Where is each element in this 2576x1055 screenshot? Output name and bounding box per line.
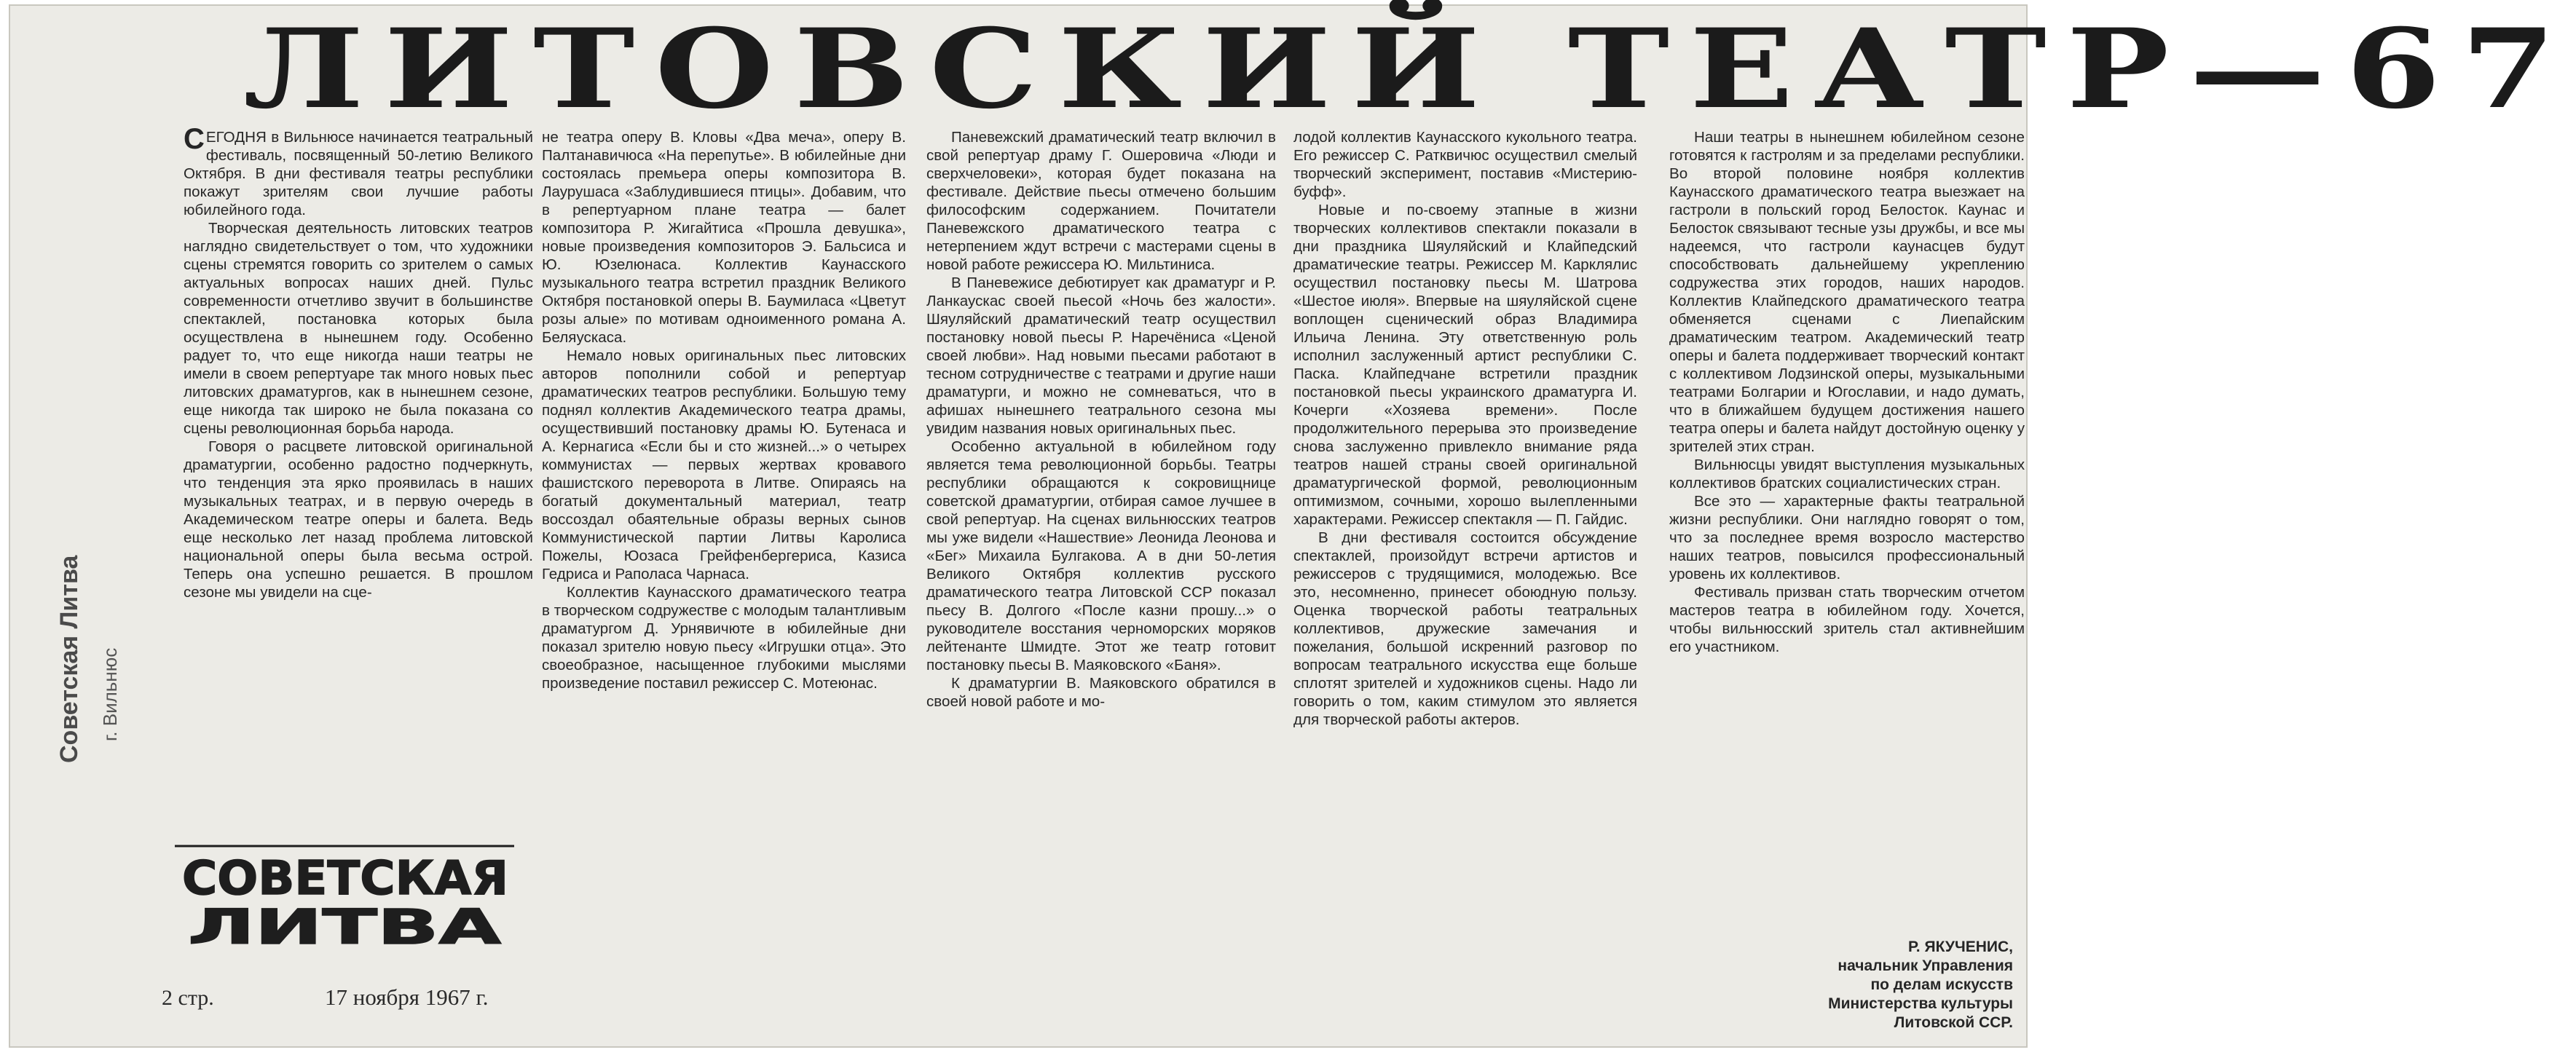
author-title-line: по делам искусств (1870, 976, 2013, 993)
author-signature (1707, 938, 2013, 1032)
page-number: 2 стр. (162, 986, 214, 1010)
paragraph: лодой коллектив Каунасского кукольного театра. Его режиссер С. Ратквичюс осуществил смелый творческий эксперимент, поставив «Мистерию-буфф». (1293, 129, 1637, 200)
paragraph: Фестиваль призван стать творческим отчетом мастеров театра в юбилейном году. Хочется, чтобы вильнюсский зритель стал активнейшим его участником. (1669, 584, 2025, 655)
article-column-4 (1293, 128, 1637, 1020)
newspaper-logo (172, 843, 520, 955)
author-title-line: Министерства культуры (1828, 995, 2013, 1012)
article-column-5 (1669, 128, 2025, 900)
paragraph: Наши театры в нынешнем юбилейном сезоне готовятся к гастролям и за пределами республики. Во второй половине ноября коллектив Каунасского драматического театра выезжает на гастроли в польский город Белосток. Каунас и Белосток связывают тесные узы дружбы, и все мы надеемся, что гастроли каунасцев будут способствовать дальнейшему укреплению содружества этих городов, наших народов. Коллектив Клайпедского драматического театра обменяется сценами с Лиепайским драматическим театром. Академический театр оперы и балета поддерживает творческий контакт с коллективом Лодзинской оперы, музыкальными театрами Болгарии и Югославии, и надо думать, что в ближайшем будущем достижения нашего театра оперы и балета найдут достойную оценку у зрителей этих стран. (1669, 129, 2025, 455)
drop-cap: С (184, 123, 205, 155)
newspaper-clipping (9, 4, 2576, 1048)
headline: ЛИТОВСКИЙ ТЕАТР—67 (243, 5, 2576, 133)
paragraph: В Паневежисе дебютирует как драматург и Р. Ланкаускас своей пьесой «Ночь без жалости». Шяуляйский драматический театр осуществил постановку новой пьесы Р. Наречёниса «Ценой своей любви». Над новыми пьесами работают в тесном сотрудничестве с театрами и другие наши драматурги, и можно не сомневаться, что в афишах нынешнего театрального сезона мы увидим названия новых оригинальных пьес. (926, 274, 1276, 437)
paragraph: не театра оперу В. Кловы «Два меча», оперу В. Палтанавичюса «На перепутье». В юбилейные дни состоялась премьера оперы композитора В. Лаурушаса «Заблудившиеся птицы». Добавим, что в репертуарном плане театра — балет композитора Р. Жигайтиса «Прошла девушка», новые произведения композиторов Э. Бальсиса и Ю. Юзелюнаса. Коллектив Каунасского музыкального театра встретил праздник Великого Октября постановкой оперы В. Баумиласа «Цветут розы алые» по мотивам одноименного романа А. Беляускаса. (542, 129, 906, 346)
paragraph: Коллектив Каунасского драматического театра в творческом содружестве с молодым талантливым драматургом Д. Урнявичюте в юбилейные дни показал зрителю новую пьесу «Игрушки отца». Это своеобразное, насыщенное глубокими мыслями произведение поставил режиссер С. Мотеюнас. (542, 584, 906, 692)
source-newspaper: Советская Литва (55, 555, 83, 763)
paragraph: Говоря о расцвете литовской оригинальной драматургии, особенно радостно подчеркнуть, что тенденция эта ярко проявилась в наших музыкальных театрах, и в первую очередь в Академическом театре оперы и балета. Ведь еще несколько лет назад проблема литовской национальной оперы была весьма острой. Теперь она успешно решается. В прошлом сезоне мы увидели на сце- (184, 438, 533, 601)
paragraph: Немало новых оригинальных пьес литовских авторов пополнили собой и репертуар драматических театров республики. Большую тему поднял коллектив Академического театра драмы, осуществивший постановку драмы Ю. Бутенаса и А. Кернагиса «Если бы и сто жизней...» о четырех коммунистах — первых жертвах кровавого фашистского переворота в Литве. Опираясь на богатый документальный материал, театр воссоздал обаятельные образы верных сынов Коммунистической партии Литвы Каролиса Пожелы, Юозаса Грейфенбергериса, Казиса Гедриса и Раполаса Чарнаса. (542, 347, 906, 582)
logo-line-1: СОВЕТСКАЯ (182, 852, 508, 906)
issue-date: 17 ноября 1967 г. (325, 984, 489, 1010)
article-column-1 (184, 123, 533, 827)
paragraph (184, 123, 533, 219)
paragraph: Новые и по-своему этапные в жизни творческих коллективов спектакли показали в дни праздника Шяуляйский и Клайпедский драматические театры. Режиссер М. Карклялис осуществил постановку пьесы М. Шатрова «Шестое июля». Впервые на шяуляйской сцене воплощен сценический образ Владимира Ильича Ленина. Эту ответственную роль исполнил заслуженный артист республики С. Паска. Клайпедчане встретили праздник постановкой пьесы украинского драматурга И. Кочерги «Хозяева времени». После продолжительного перерыва это произведение снова заслуженно привлекло внимание ряда театров нашей страны своей оригинальной драматургической формой, революционным оптимизмом, сочными, хорошо вылепленными характерами. Режиссер спектакля — П. Гайдис. (1293, 202, 1637, 528)
source-city: г. Вильнюс (99, 647, 121, 741)
paragraph: Творческая деятельность литовских театров наглядно свидетельствует о том, что художники сцены стремятся говорить со зрителем о самых актуальных вопросах наших дней. Пульс современности отчетливо звучит в большинстве спектаклей, постановка которых была осуществлена в нынешнем году. Особенно радует то, что еще никогда наши театры не имели в своем репертуаре так много новых пьес литовских драматургов, как в нынешнем сезоне, еще никогда так широко не была показана со сцены революционная борьба народа. (184, 220, 533, 437)
paragraph: К драматургии В. Маяковского обратился в своей новой работе и мо- (926, 675, 1276, 710)
author-name: Р. ЯКУЧЕНИС, (1907, 939, 2013, 955)
paragraph: Все это — характерные факты театральной жизни республики. Они наглядно говорят о том, что за последнее время возросло мастерство наших театров, повысился профессиональный уровень их коллективов. (1669, 493, 2025, 582)
author-title-line: начальник Управления (1838, 957, 2013, 974)
logo-line-2: ЛИТВА (188, 899, 501, 955)
paragraph: Особенно актуальной в юбилейном году является тема революционной борьбы. Театры республики обращаются к сокровищнице советской драматургии, отбирая самое лучшее в свой репертуар. На сценах вильнюсских театров мы уже видели «Нашествие» Леонида Леонова и «Бег» Михаила Булгакова. А в дни 50-летия Великого Октября коллектив русского драматического театра Литовской ССР показал пьесу В. Долгого «После казни прошу...» о руководителе восстания черноморских моряков лейтенанте Шмидте. Этот же театр готовит постановку пьесы В. Маяковского «Баня». (926, 438, 1276, 673)
article-column-3 (926, 128, 1276, 1020)
paragraph: В дни фестиваля состоится обсуждение спектаклей, произойдут встречи артистов и режиссеров с трудящимися, молодежью. Все это, несомненно, принесет обоюдную пользу. Оценка творческой работы театральных коллективов, дружеские замечания и пожелания, большой искренний разговор по вопросам театрального искусства еще больше сплотят зрителей и художников сцены. Надо ли говорить о том, каким стимулом это является для творческой работы актеров. (1293, 529, 1637, 728)
author-title-line: Литовской ССР. (1894, 1014, 2013, 1031)
paragraph-text: ЕГОДНЯ в Вильнюсе начинается театральный фестиваль, посвященный 50-летию Великого Октября. В дни фестиваля театры республики покажут зрителям свои лучшие работы юбилейного года. (184, 129, 533, 218)
article-column-2 (542, 128, 906, 1020)
paragraph: Паневежский драматический театр включил в свой репертуар драму Г. Ошеровича «Люди и сверхчеловеки», которая будет показана на фестивале. Действие пьесы отмечено большим философским содержанием. Почитатели Паневежского драматического театра с нетерпением ждут встречи с мастерами сцены в новой работе режиссера Ю. Мильтиниса. (926, 129, 1276, 273)
paragraph: Вильнюсцы увидят выступления музыкальных коллективов братских социалистических стран. (1669, 457, 2025, 491)
